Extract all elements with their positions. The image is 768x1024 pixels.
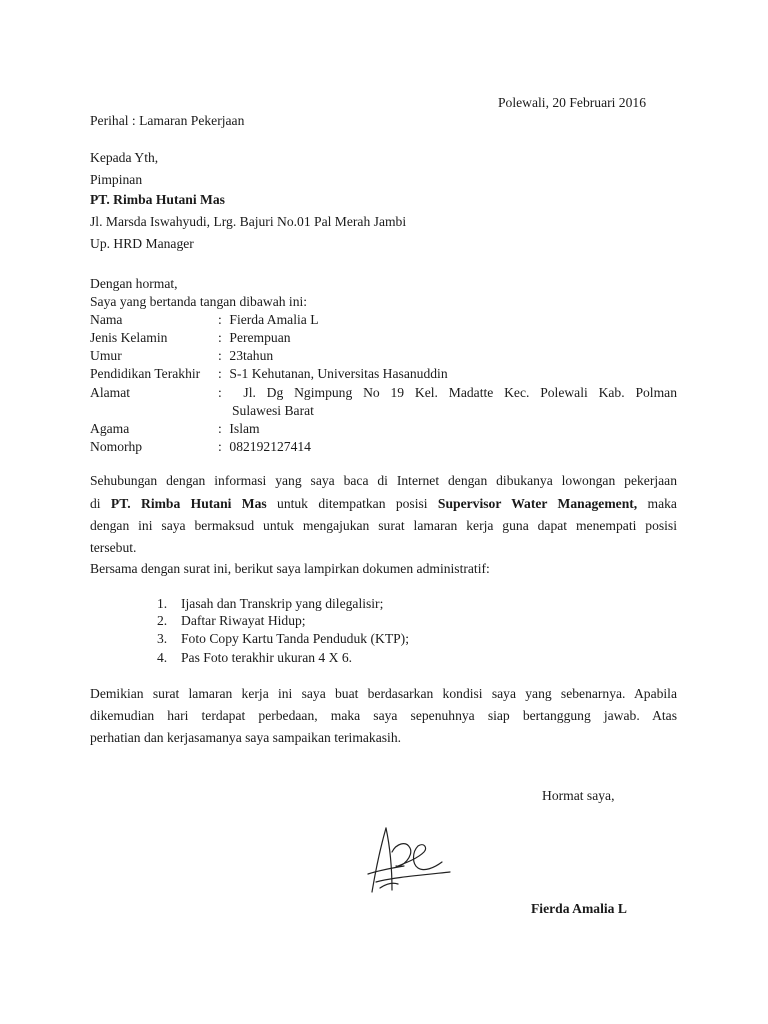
regards: Hormat saya, [542, 788, 615, 803]
paragraph-1-line-2: di PT. Rimba Hutani Mas untuk ditempatkan posisi Supervisor Water Management, maka [90, 496, 677, 511]
field-label: Jenis Kelamin [90, 330, 168, 345]
field-label: Umur [90, 348, 122, 363]
closing-line-3: perhatian dan kerjasamanya saya sampaikan terimakasih. [90, 730, 402, 745]
closing-line-1: Demikian surat lamaran kerja ini saya buat berdasarkan kondisi saya yang sebenarnya. Apabila [90, 686, 677, 701]
signer-name: Fierda Amalia L [531, 901, 627, 916]
recipient-company: PT. Rimba Hutani Mas [90, 192, 225, 207]
field-value: Islam [229, 421, 260, 436]
field-row: Agama : Islam [90, 421, 260, 436]
field-row: Jenis Kelamin : Perempuan [90, 330, 291, 345]
field-value: S-1 Kehutanan, Universitas Hasanuddin [229, 366, 448, 381]
list-item: 3. Foto Copy Kartu Tanda Penduduk (KTP); [157, 631, 409, 646]
field-row: Nomorhp : 082192127414 [90, 439, 311, 454]
field-label: Nama [90, 312, 123, 327]
salutation: Dengan hormat, [90, 276, 178, 291]
field-label: Agama [90, 421, 130, 436]
field-value: Fierda Amalia L [229, 312, 319, 327]
signature-image [362, 822, 452, 900]
intro-line: Saya yang bertanda tangan dibawah ini: [90, 294, 308, 309]
company-name: PT. Rimba Hutani Mas [110, 496, 267, 511]
field-value: 082192127414 [229, 439, 311, 454]
list-item: 1. Ijasah dan Transkrip yang dilegalisir; [157, 596, 384, 611]
paragraph-2: Bersama dengan surat ini, berikut saya lampirkan dokumen administratif: [90, 561, 490, 576]
paragraph-1-line-1: Sehubungan dengan informasi yang saya baca di Internet dengan dibukanya lowongan pekerjaan [90, 473, 677, 488]
field-label: Nomorhp [90, 439, 143, 454]
field-value-address: : Jl. Dg Ngimpung No 19 Kel. Madatte Kec. Polewali Kab. Polman [218, 385, 677, 400]
paragraph-1-line-3: dengan ini saya bermaksud untuk mengajukan surat lamaran kerja guna dapat menempati posisi [90, 518, 677, 533]
place-date: Polewali, 20 Februari 2016 [498, 95, 646, 110]
recipient-title: Pimpinan [90, 172, 143, 187]
list-item: 2. Daftar Riwayat Hidup; [157, 613, 306, 628]
field-row: Umur : 23tahun [90, 348, 274, 363]
closing-line-2: dikemudian hari terdapat perbedaan, maka saya sepenuhnya siap bertanggung jawab. Atas [90, 708, 677, 723]
field-value-address-cont: Sulawesi Barat [232, 403, 314, 418]
field-row [90, 385, 218, 401]
field-value: 23tahun [229, 348, 274, 363]
recipient-attention: Up. HRD Manager [90, 236, 194, 251]
subject-line: Perihal : Lamaran Pekerjaan [90, 113, 245, 128]
list-item: 4. Pas Foto terakhir ukuran 4 X 6. [157, 650, 353, 665]
recipient-address: Jl. Marsda Iswahyudi, Lrg. Bajuri No.01 Pal Merah Jambi [90, 214, 407, 229]
position-name: Supervisor Water Management, [437, 496, 638, 511]
field-label: Alamat [90, 385, 131, 400]
field-label: Pendidikan Terakhir [90, 366, 201, 381]
field-row: Nama : Fierda Amalia L [90, 312, 319, 327]
field-row: Pendidikan Terakhir : S-1 Kehutanan, Universitas Hasanuddin [90, 366, 448, 381]
paragraph-1-line-4: tersebut. [90, 540, 137, 555]
field-value: Perempuan [229, 330, 291, 345]
recipient-greeting: Kepada Yth, [90, 150, 159, 165]
